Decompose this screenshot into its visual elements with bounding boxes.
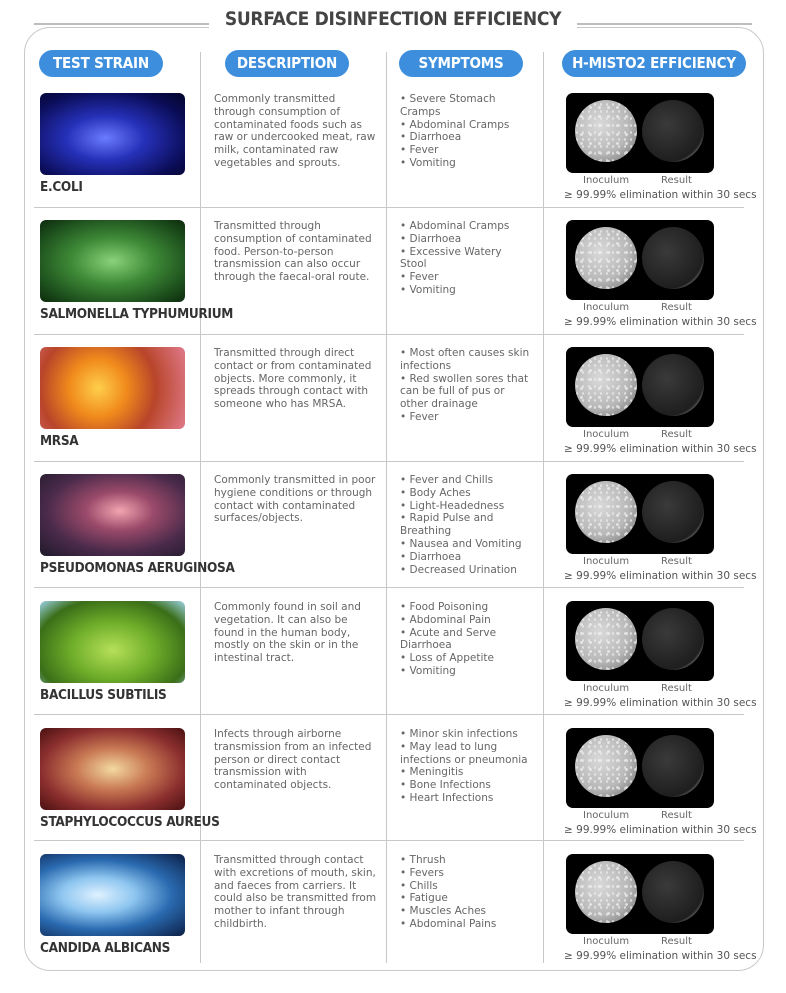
symptoms-list [400,474,530,576]
symptom-item: • Abdominal Cramps [400,220,510,232]
petri-dish-photo [566,347,714,427]
petri-dish-photo [566,854,714,934]
inoculum-label: Inoculum [583,683,630,694]
table-row [0,93,786,220]
strain-name: CANDIDA ALBICANS [40,940,171,956]
inoculum-dish [575,354,637,416]
result-dish [642,227,704,289]
strain-name: E.COLI [40,179,83,195]
petri-dish-photo [566,474,714,554]
symptom-item: • Excessive Watery Stool [400,245,502,271]
strain-description: Transmitted through direct contact or from contaminated objects. More commonly, it spreads through contact with someone who has MRSA. [214,347,372,411]
result-dish [642,735,704,797]
symptom-item: • Diarrhoea [400,232,462,245]
header-description: DESCRIPTION [225,50,349,77]
symptom-item: • Fatigue [400,892,448,905]
efficiency-text: ≥ 99.99% elimination within 30 secs [564,316,757,328]
symptom-item: • Rapid Pulse and Breathing [400,512,494,538]
inoculum-label: Inoculum [583,175,630,186]
strain-name: STAPHYLOCOCCUS AUREUS [40,814,220,830]
efficiency-text: ≥ 99.99% elimination within 30 secs [564,824,757,836]
result-dish [642,481,704,543]
header-test-strain: TEST STRAIN [39,50,163,77]
symptom-item: • Red swollen sores that can be full of pus or other drainage [400,372,529,411]
inoculum-label: Inoculum [583,556,630,567]
petri-dish-photo [566,728,714,808]
inoculum-label: Inoculum [583,810,630,821]
symptom-item: • Vomiting [400,283,456,296]
strain-description: Transmitted through contact with excretions of mouth, skin, and faeces from carriers. It could also be transmitted from mother to infant through childbirth. [214,854,377,930]
symptom-item: • Fever and Chills [400,474,494,486]
symptom-item: • Diarrhoea [400,131,462,144]
page-title: SURFACE DISINFECTION EFFICIENCY [209,8,577,30]
bacteria-image [40,474,185,556]
symptom-item: • Vomiting [400,664,456,677]
inoculum-label: Inoculum [583,429,630,440]
symptom-item: • Fever [400,144,439,157]
table-row [0,474,786,601]
petri-dish-photo [566,220,714,300]
symptom-item: • Most often causes skin infections [400,347,530,372]
table-row [0,854,786,981]
efficiency-text: ≥ 99.99% elimination within 30 secs [564,443,757,455]
result-dish [642,861,704,923]
strain-description: Transmitted through consumption of contaminated food. Person-to-person transmission can also occur through the faecal-oral route. [214,220,372,284]
symptoms-list [400,728,530,805]
result-label: Result [661,175,692,186]
strain-name: SALMONELLA TYPHUMURIUM [40,306,234,322]
inoculum-dish [575,735,637,797]
strain-description: Infects through airborne transmission from an infected person or direct contact transmission with contaminated objects. [214,728,372,792]
symptom-item: • Food Poisoning [400,601,489,613]
symptom-item: • Light-Headedness [400,499,505,512]
inoculum-dish [575,861,637,923]
result-label: Result [661,810,692,821]
symptom-item: • Loss of Appetite [400,652,494,665]
bacteria-image [40,728,185,810]
symptoms-list [400,854,530,931]
symptom-item: • Minor skin infections [400,728,518,740]
symptom-item: • Abdominal Pains [400,917,497,930]
symptom-item: • Thrush [400,854,446,866]
result-label: Result [661,556,692,567]
petri-dish-photo [566,601,714,681]
symptoms-list [400,220,530,297]
symptom-item: • Acute and Serve Diarrhoea [400,626,497,652]
inoculum-dish [575,481,637,543]
bacteria-image [40,854,185,936]
symptom-item: • Fevers [400,866,444,879]
table-row [0,220,786,347]
symptom-item: • Vomiting [400,156,456,169]
symptom-item: • Heart Infections [400,791,494,804]
inoculum-dish [575,100,637,162]
symptom-item: • Abdominal Cramps [400,118,510,131]
symptom-item: • Abdominal Pain [400,613,491,626]
inoculum-dish [575,227,637,289]
symptoms-list [400,347,530,424]
symptom-item: • Severe Stomach Cramps [400,93,496,118]
symptom-item: • Fever [400,410,439,423]
header-symptoms: SYMPTOMS [399,50,523,77]
symptom-item: • Chills [400,879,438,892]
strain-name: MRSA [40,433,79,449]
strain-description: Commonly found in soil and vegetation. It can also be found in the human body, mostly on the skin or in the intestinal tract. [214,601,361,665]
symptom-item: • Muscles Aches [400,905,487,918]
symptom-item: • Diarrhoea [400,550,462,563]
symptom-item: • May lead to lung infections or pneumonia [400,740,528,766]
strain-name: BACILLUS SUBTILIS [40,687,167,703]
strain-name: PSEUDOMONAS AERUGINOSA [40,560,235,576]
efficiency-text: ≥ 99.99% elimination within 30 secs [564,950,757,962]
symptom-item: • Bone Infections [400,779,491,792]
table-row [0,601,786,728]
bacteria-image [40,347,185,429]
symptom-item: • Meningitis [400,766,464,779]
inoculum-label: Inoculum [583,936,630,947]
efficiency-text: ≥ 99.99% elimination within 30 secs [564,570,757,582]
header-efficiency: H-MISTO2 EFFICIENCY [562,50,746,77]
table-row [0,347,786,474]
inoculum-label: Inoculum [583,302,630,313]
petri-dish-photo [566,93,714,173]
result-dish [642,608,704,670]
bacteria-image [40,93,185,175]
result-label: Result [661,302,692,313]
bacteria-image [40,601,185,683]
result-label: Result [661,683,692,694]
strain-description: Commonly transmitted in poor hygiene conditions or through contact with contaminated surfaces/objects. [214,474,376,525]
symptom-item: • Body Aches [400,486,471,499]
table-row [0,728,786,855]
result-dish [642,100,704,162]
efficiency-text: ≥ 99.99% elimination within 30 secs [564,189,757,201]
bacteria-image [40,220,185,302]
efficiency-text: ≥ 99.99% elimination within 30 secs [564,697,757,709]
symptom-item: • Fever [400,271,439,284]
symptoms-list [400,601,530,678]
inoculum-dish [575,608,637,670]
symptom-item: • Nausea and Vomiting [400,537,522,550]
result-label: Result [661,936,692,947]
symptoms-list [400,93,530,170]
result-label: Result [661,429,692,440]
strain-description: Commonly transmitted through consumption of contaminated foods such as raw or undercooked meat, raw milk, contaminated raw vegetables and sprouts. [214,93,376,169]
symptom-item: • Decreased Urination [400,563,517,576]
result-dish [642,354,704,416]
